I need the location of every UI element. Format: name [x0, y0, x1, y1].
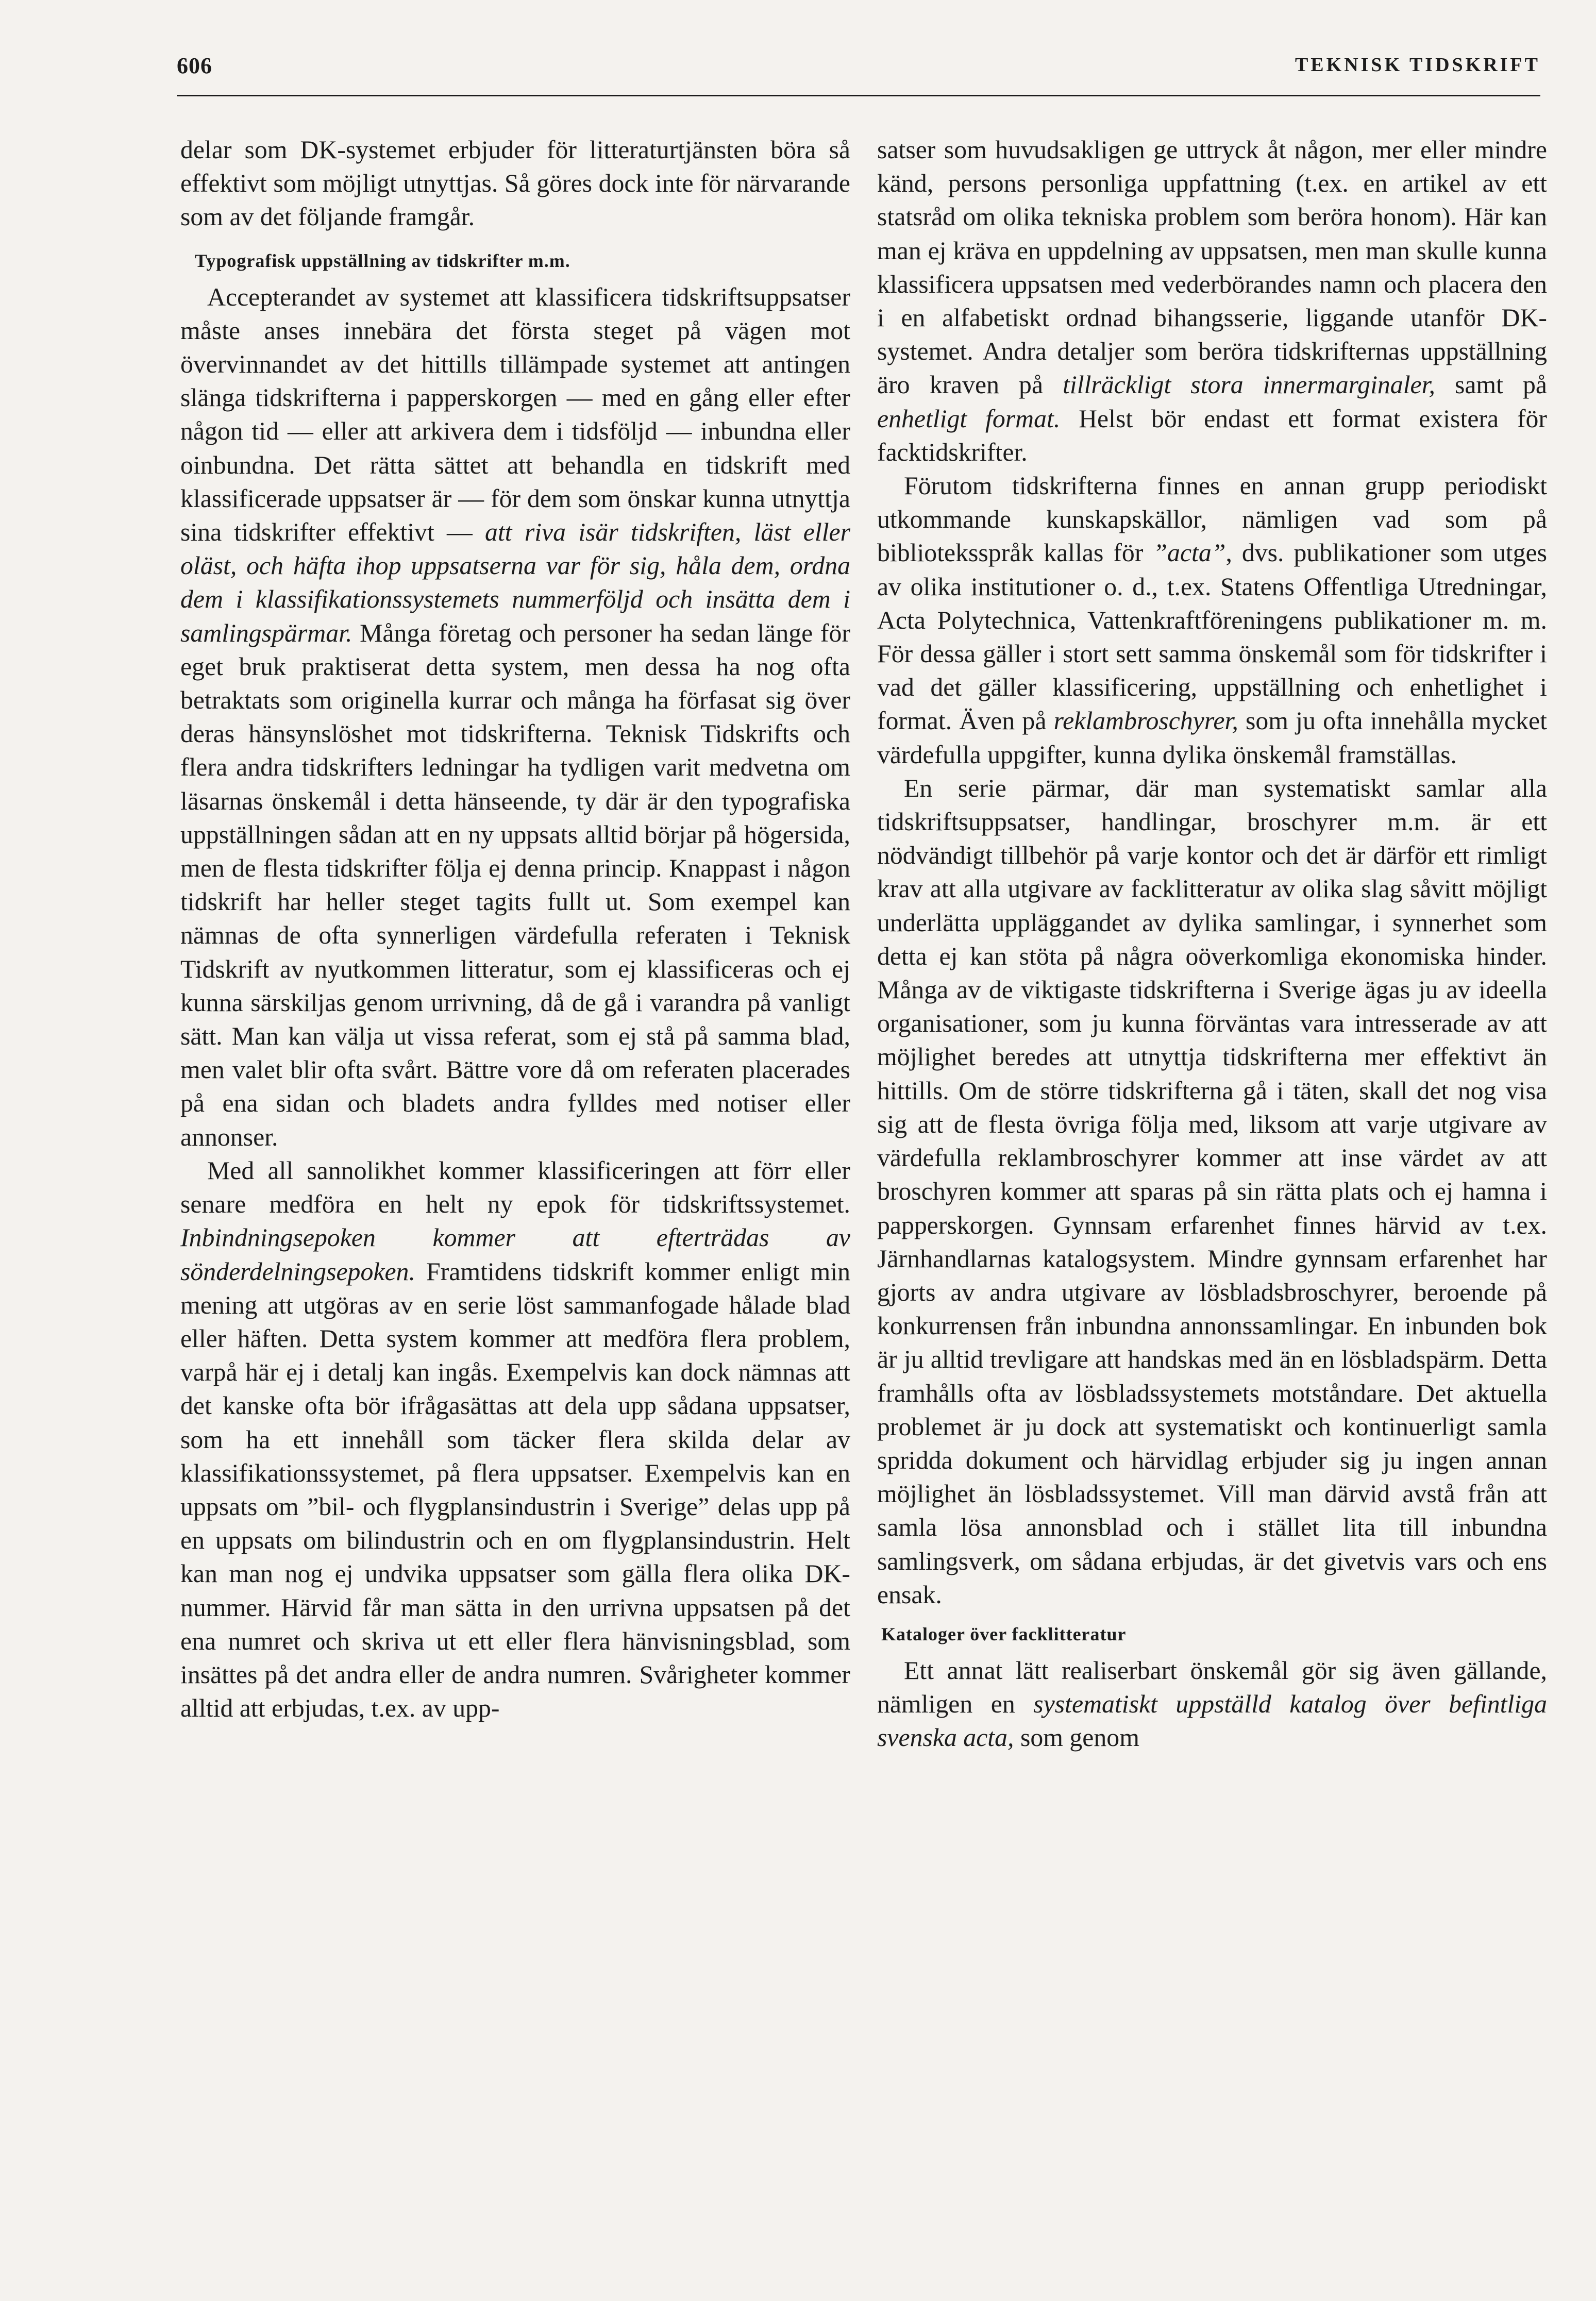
emphasis: systematiskt uppställd katalog över befintliga svenska acta, [877, 1690, 1548, 1752]
emphasis: att riva isär tidskriften, läst eller oläst, och häfta ihop uppsatserna var för sig, håla dem, ordna dem i klassifikationssystemets nummerföljd och insätta dem i samlingspärmar. [180, 518, 851, 647]
running-head: TEKNISK TIDSKRIFT [1295, 54, 1540, 76]
paragraph: Accepterandet av systemet att klassificera tidskriftsuppsatser måste anses innebära det första steget på vägen mot övervinnandet av det hittills tillämpade systemet att antingen slänga tidskrifterna i papperskorgen — med en gång eller efter någon tid — eller att arkivera dem i tidsföljd — inbundna eller oinbundna. Det rätta sättet att behandla en tidskrift med klassificerade uppsatser är — för dem som önskar kunna utnyttja sina tidskrifter effektivt — att riva isär tidskriften, läst eller oläst, och häfta ihop uppsatserna var för sig, håla dem, ordna dem i klassifikationssystemets nummerföljd och insätta dem i samlingspärmar. Många företag och personer ha sedan länge för eget bruk praktiserat detta system, men dessa ha nog ofta betraktats som originella kurrar och många ha förfasat sig över deras hänsynslöshet mot tidskrifterna. Teknisk Tidskrifts och flera andra tidskrifters ledningar ha tydligen varit medvetna om läsarnas önskemål i detta hänseende, ty där är den typografiska uppställningen sådan att en ny uppsats alltid börjar på högersida, men de flesta tidskrifter följa ej denna princip. Knappast i någon tidskrift har heller steget tagits fullt ut. Som exempel kan nämnas de ofta synnerligen värdefulla referaten i Teknisk Tidskrift av nyutkommen litteratur, som ej klassificeras och ej kunna särskiljas genom urrivning, då de gå i varandra på vanligt sätt. Man kan välja ut vissa referat, som ej stå på samma blad, men valet blir ofta svårt. Bättre vore då om referaten placerades på ena sidan och bladets andra fylldes med notiser eller annonser. [180, 282, 851, 1151]
section-heading: Kataloger över facklitteratur [881, 1623, 1127, 1644]
header-rule [177, 95, 1540, 96]
paragraph: Ett annat lätt realiserbart önskemål gör sig även gällande, nämligen en systematiskt uppställd katalog över befintliga svenska acta, som genom [877, 1656, 1548, 1752]
page-number: 606 [177, 53, 212, 78]
emphasis: Inbindningsepoken kommer att efterträdas av sönderdelningsepoken. [180, 1223, 850, 1286]
paragraph: En serie pärmar, där man systematiskt samlar alla tidskriftsuppsatser, handlingar, broschyrer m.m. är ett nödvändigt tillbehör på varje kontor och det är därför ett rimligt krav att alla utgivare av facklitteratur av olika slag såvitt möjligt underlätta uppläggandet av dylika samlingar, i synnerhet som detta ej kan stöta på några oöverkomliga ekonomiska hinder. Många av de viktigaste tidskrifterna i Sverige ägas ju av ideella organisationer, som ju kunna förväntas vara intresserade av att möjlighet beredes att utnyttja tidskrifterna mer effektivt än hittills. Om de större tidskrifterna gå i täten, skall det nog visa sig att de flesta övriga följa med, liksom att varje utgivare av värdefulla reklambroschyrer kommer att inse värdet av att broschyren kommer att sparas på sin rätta plats och ej hamna i papperskorgen. Gynnsam erfarenhet finnes härvid av t.ex. Järnhandlarnas katalogsystem. Mindre gynnsam erfarenhet har gjorts av andra utgivare av lösbladsbroschyrer, beroende på konkurrensen från inbundna annonssamlingar. En inbunden bok är ju alltid trevligare att handskas med än en lösbladspärm. Detta framhålls ofta av lösbladssystemets motståndare. Det aktuella problemet är ju dock att systematiskt och kontinuerligt samla spridda dokument och härvidlag erbjuder sig ju ingen annan möjlighet än lösbladssystemet. Vill man därvid avstå från att samla lösa annonsblad och i stället lita till inbundna samlingsverk, om sådana erbjudas, är det givetvis vars och ens ensak. [877, 774, 1547, 1609]
emphasis: enhetligt format. [877, 404, 1061, 433]
paragraph: Med all sannolikhet kommer klassificeringen att förr eller senare medföra en helt ny epok för tidskriftssystemet. Inbindningsepoken kommer att efterträdas av sönderdelningsepoken. Framtidens tidskrift kommer enligt min mening att utgöras av en serie löst sammanfogade hålade blad eller häften. Detta system kommer att medföra flera problem, varpå här ej i detalj kan ingås. Exempelvis kan dock nämnas att det kanske ofta bör ifrågasättas att dela upp sådana uppsatser, som ha ett innehåll som täcker flera skilda delar av klassifikationssystemet, på flera uppsatser. Exempelvis kan en uppsats om ”bil- och flygplansindustrin i Sverige” delas upp på en uppsats om bilindustrin och en om flygplansindustrin. Helt kan man nog ej undvika uppsatser som gälla flera olika DK-nummer. Härvid får man sätta in den urrivna uppsatsen på det ena numret och skriva ut ett eller flera hänvisningsblad, som insättes på det andra eller de andra numren. Svårigheter kommer alltid att erbjudas, t.ex. av upp- [180, 1156, 850, 1723]
paragraph: Förutom tidskrifterna finnes en annan grupp periodiskt utkommande kunskapskällor, nämligen vad som på biblioteksspråk kallas för ”acta”, dvs. publikationer som utges av olika institutioner o. d., t.ex. Statens Offentliga Utredningar, Acta Polytechnica, Vattenkraftföreningens publikationer m. m. För dessa gäller i stort sett samma önskemål som för tidskrifter i vad det gäller klassificering, uppställning och enhetlighet i format. Även på reklambroschyrer, som ju ofta innehålla mycket värdefulla uppgifter, kunna dylika önskemål framställas. [877, 472, 1548, 769]
emphasis: tillräckligt stora innermarginaler, [1063, 371, 1435, 399]
section-heading: Typografisk uppställning av tidskrifter m.m. [195, 250, 570, 271]
emphasis: ”acta” [1153, 539, 1226, 567]
right-column [877, 133, 1547, 1755]
paragraph: satser som huvudsakligen ge uttryck åt någon, mer eller mindre känd, persons personliga uppfattning (t.ex. en artikel av ett statsråd om olika tekniska problem som beröra honom). Här kan man ej kräva en uppdelning av uppsatsen, men man skulle kunna klassificera uppsatsen med vederbörandes namn och placera den i en alfabetiskt ordnad bihangsserie, liggande utanför DK-systemet. Andra detaljer som beröra tidskrifternas uppställning äro kraven på tillräckligt stora innermarginaler, samt på enhetligt format. Helst bör endast ett format existera för facktidskrifter. [877, 136, 1547, 466]
left-column [180, 133, 850, 1725]
emphasis: reklambroschyrer, [1053, 707, 1238, 735]
paragraph: delar som DK-systemet erbjuder för litteraturtjänsten böra så effektivt som möjligt utnyttjas. Så göres dock inte för närvarande som av det följande framgår. [180, 136, 850, 231]
